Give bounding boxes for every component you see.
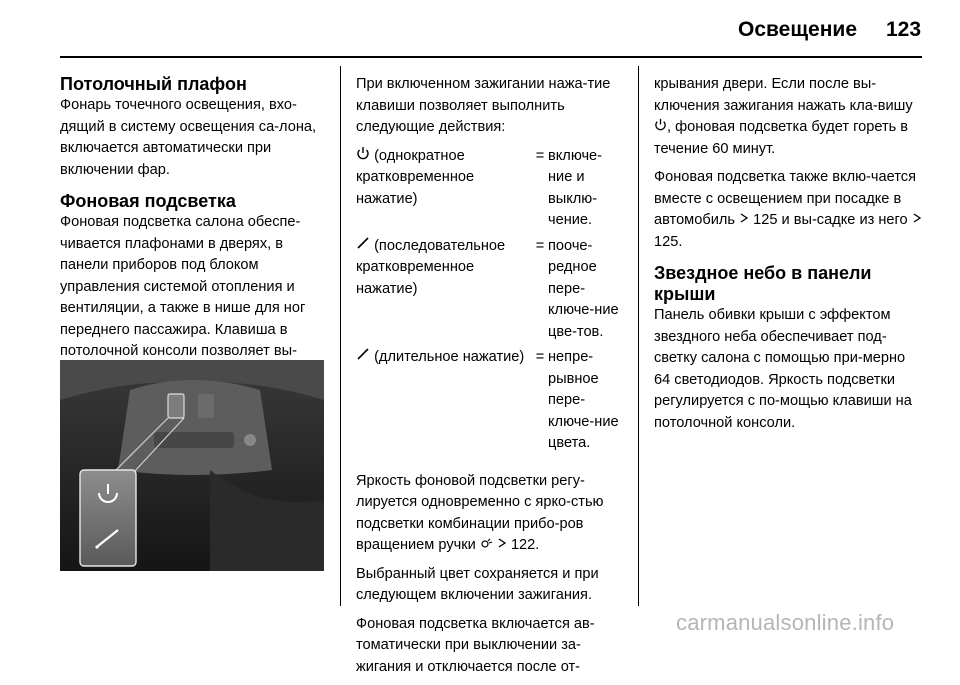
column-divider-2 xyxy=(638,66,639,606)
table-row xyxy=(356,146,624,236)
section-text-star-sky: Панель обивки крыши с эффектом звездного неба обеспечивает под-светку салона с помощью при-мерно 64 светодиодов. Яркость подсветки регулируется с по-мощью клавиши на потолочной консоли. xyxy=(654,307,912,431)
equals-sign: = xyxy=(535,147,545,164)
door-text-b: , фоновая подсветка будет гореть в течение 60 минут. xyxy=(654,119,909,157)
column-divider-1 xyxy=(340,66,341,606)
power-icon xyxy=(356,146,370,160)
page-ref-122[interactable]: 122. xyxy=(510,537,540,553)
action-cell xyxy=(356,146,532,236)
result-text: непре-рывное пере-ключе-ние цвета. xyxy=(548,349,619,451)
action-cell xyxy=(356,236,532,348)
action-text: (однократное кратковременное нажатие) xyxy=(356,147,475,207)
section-title-star-sky: Звездное небо в панели крыши xyxy=(654,263,872,304)
page-ref-arrow-icon xyxy=(912,212,922,224)
entry-text-b[interactable]: 125 и вы-садке из него xyxy=(753,212,908,228)
page-header-title: Освещение xyxy=(738,18,857,41)
section-text-ceiling-light: Фонарь точечного освещения, вхо-дящий в систему освещения са-лона, включается автоматически при включении фар. xyxy=(60,97,317,178)
page-ref-arrow-icon xyxy=(739,212,749,224)
section-text-ambient-light: Фоновая подсветка салона обеспе-чивается плафонами в дверях, в панели приборов под блоком управления системой отопления и вентиляции, а также в нише для ног переднего пассажира. Клавиша в потолочной консоли позволяет вы- xyxy=(60,214,306,359)
result-text: пооче-редное пере-ключе-ние цве-тов. xyxy=(548,237,619,340)
auto-on-paragraph: Фоновая подсветка включается ав-томатически при выключении за-жигания и отключается после от- xyxy=(356,615,595,675)
action-text: (длительное нажатие) xyxy=(374,349,525,365)
button-actions-table xyxy=(356,146,624,459)
column-2 xyxy=(356,74,624,685)
power-icon xyxy=(654,118,667,131)
action-cell xyxy=(356,347,532,459)
table-row xyxy=(356,347,624,459)
brightness-paragraph xyxy=(356,471,624,557)
watermark: carmanualsonline.info xyxy=(676,610,895,635)
page-number: 123 xyxy=(886,18,922,41)
pen-icon xyxy=(356,236,370,250)
result-text: включе-ние и выклю-чение. xyxy=(548,147,603,228)
section-title-ambient-light: Фоновая подсветка xyxy=(60,191,236,211)
dimmer-knob-icon xyxy=(480,536,493,549)
entry-text-a: Фоновая подсветка также вклю-чается вместе с освещением при посадке в автомобиль xyxy=(654,169,916,228)
pen-icon xyxy=(356,347,370,361)
section-title-ceiling-light: Потолочный плафон xyxy=(60,74,247,94)
header-rule xyxy=(60,56,922,58)
page-ref-arrow-icon xyxy=(497,537,507,549)
door-paragraph xyxy=(654,74,922,160)
action-text: (последовательное кратковременное нажатие) xyxy=(356,237,506,297)
page-ref-125[interactable]: 125. xyxy=(654,233,683,250)
overhead-console xyxy=(118,380,272,475)
column-3 xyxy=(654,74,922,441)
door-text-a: крывания двери. Если после вы-ключения зажигания нажать кла-вишу xyxy=(654,76,913,114)
buttons-intro: При включенном зажигании нажа-тие клавиши позволяет выполнить следующие действия: xyxy=(356,76,611,135)
table-row xyxy=(356,236,624,348)
saved-color-paragraph: Выбранный цвет сохраняется и при следующем включении зажигания. xyxy=(356,565,599,603)
equals-sign: = xyxy=(535,237,545,254)
entry-light-paragraph xyxy=(654,167,922,253)
column-1 xyxy=(60,74,326,391)
ceiling-console-photo xyxy=(60,360,324,571)
equals-sign: = xyxy=(535,349,545,365)
brightness-text: Яркость фоновой подсветки регу-лируется одновременно с ярко-стью подсветки комбинации прибо-ров вращением ручки xyxy=(356,472,604,553)
